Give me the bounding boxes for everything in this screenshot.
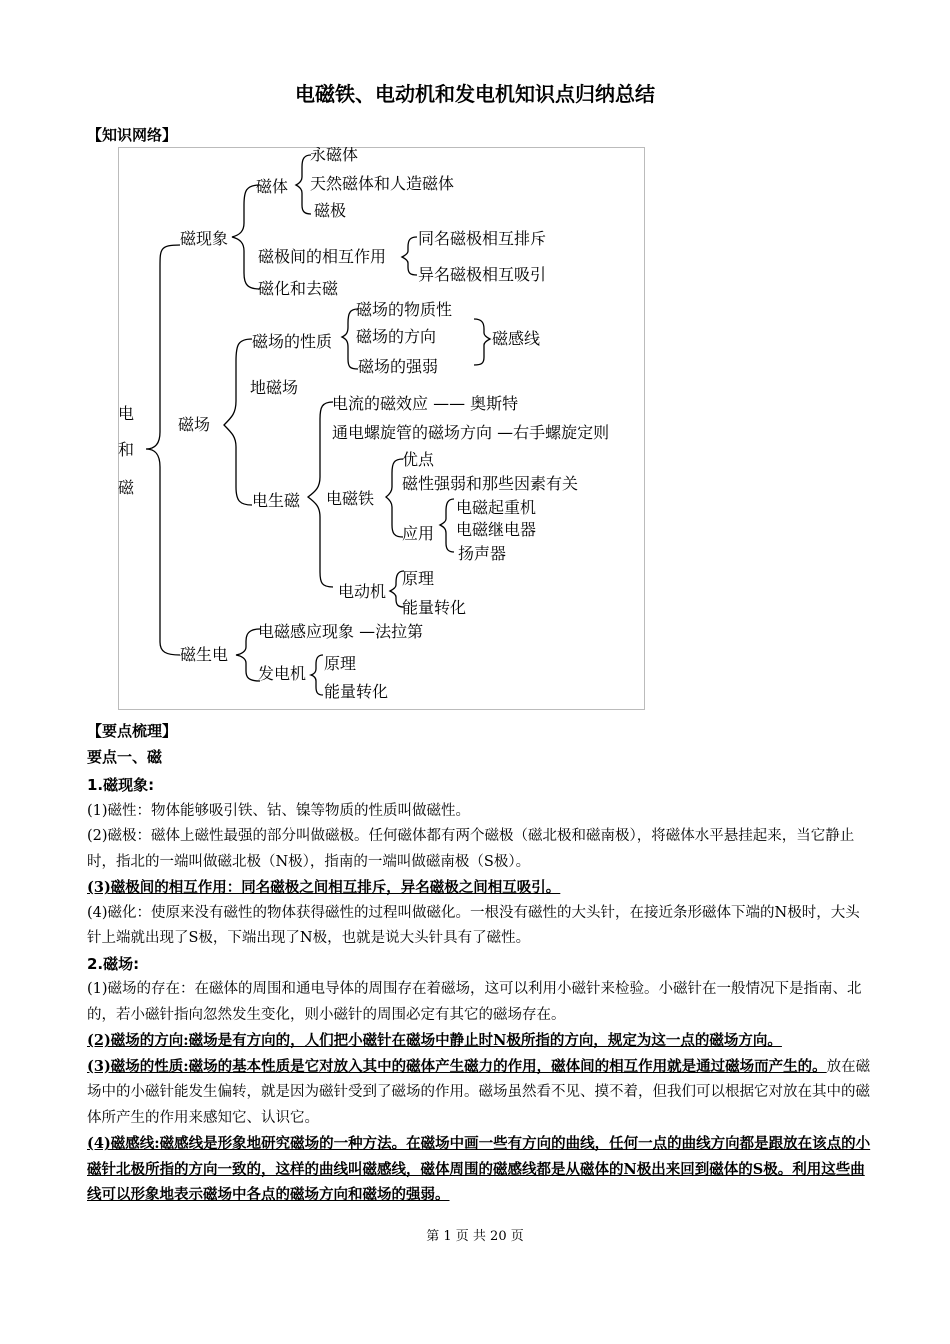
para-pole-interaction: (3)磁极间的相互作用：同名磁极之间相互排斥，异名磁极之间相互吸引。 (87, 879, 561, 896)
map-mag-to-elec: 磁生电 (180, 645, 229, 664)
map-elec-to-mag: 电生磁 (252, 491, 301, 510)
para-field-lines: (4)磁感线:磁感线是形象地研究磁场的一种方法。在磁场中画一些有方向的曲线，任何一点的曲线方向都是跟放在该点的小磁针北极所指的方向一致的，这样的曲线叫磁感线，磁体周围的磁感线都是从磁体的N极出来回到磁体的S极。利用这些曲线可以形象地表示磁场中各点的磁场方向和磁场的强弱。 (87, 1135, 871, 1203)
map-solenoid: 通电螺旋管的磁场方向 —右手螺旋定则 (332, 423, 610, 442)
map-generator-principle: 原理 (324, 654, 357, 673)
map-field-lines: 磁感线 (492, 329, 541, 348)
map-oersted: 电流的磁效应 —— 奥斯特 (332, 394, 519, 413)
map-like-repel: 同名磁极相互排斥 (418, 229, 547, 248)
map-magnetize: 磁化和去磁 (258, 279, 339, 298)
map-field-direction: 磁场的方向 (356, 327, 437, 346)
para-magnetization: (4)磁化：使原来没有磁性的物体获得磁性的过程叫做磁化。一根没有磁性的大头针，在接近条形磁体下端的N极时，大头针上端就出现了S极，下端出现了N极，也就是说大头针具有了磁性。 (87, 904, 860, 946)
para-magnetism: (1)磁性：物体能够吸引铁、钴、镍等物质的性质叫做磁性。 (87, 802, 471, 819)
map-field-strength: 磁场的强弱 (358, 357, 439, 376)
map-crane: 电磁起重机 (456, 498, 537, 517)
map-factors: 磁性强弱和那些因素有关 (402, 474, 579, 493)
map-field-property: 磁场的性质 (252, 332, 333, 351)
map-geomagnetic: 地磁场 (250, 378, 299, 397)
map-advantages: 优点 (402, 450, 435, 469)
para-pole: (2)磁极：磁体上磁性最强的部分叫做磁极。任何磁体都有两个磁极（磁北极和磁南极），将磁体水平悬挂起来，当它静止时，指北的一端叫做磁北极（N极），指南的一端叫做磁南极（S极）。 (87, 828, 855, 870)
page-title: 电磁铁、电动机和发电机知识点归纳总结 (295, 82, 655, 106)
map-induction: 电磁感应现象 —法拉第 (258, 622, 424, 641)
map-magnet: 磁体 (256, 177, 289, 196)
map-speaker: 扬声器 (458, 544, 507, 563)
map-relay: 电磁继电器 (456, 520, 537, 539)
map-electromagnet: 电磁铁 (326, 489, 375, 508)
map-field-material: 磁场的物质性 (356, 300, 453, 319)
section-knowledge-network: 【知识网络】 (87, 126, 178, 144)
page-footer: 第 1 页 共 20 页 (426, 1229, 524, 1244)
map-root-1: 电 (118, 404, 135, 423)
map-root-2: 和 (118, 440, 135, 459)
map-generator: 发电机 (258, 664, 307, 683)
knowledge-map (118, 147, 645, 710)
map-permanent-magnet: 永磁体 (310, 147, 359, 164)
map-magnetic-phenomena: 磁现象 (180, 229, 229, 248)
map-application: 应用 (402, 524, 435, 543)
map-pole: 磁极 (314, 201, 347, 220)
map-generator-energy: 能量转化 (324, 682, 389, 701)
point-heading: 要点一、磁 (87, 748, 163, 766)
map-pole-interaction: 磁极间的相互作用 (258, 247, 387, 266)
content-body (87, 773, 872, 1208)
map-motor-principle: 原理 (402, 569, 435, 588)
map-unlike-attract: 异名磁极相互吸引 (418, 265, 547, 284)
map-motor-energy: 能量转化 (402, 598, 467, 617)
map-motor: 电动机 (338, 582, 387, 601)
map-root-3: 磁 (118, 478, 135, 497)
section-key-points: 【要点梳理】 (87, 722, 178, 740)
heading-magnetic-phenomena: 1.磁现象: (87, 776, 155, 794)
para-field-property-bold: (3)磁场的性质:磁场的基本性质是它对放入其中的磁体产生磁力的作用，磁体间的相互作用就是通过磁场而产生的。 (87, 1057, 827, 1075)
para-field-existence: (1)磁场的存在：在磁体的周围和通电导体的周围存在着磁场，这可以利用小磁针来检验。小磁针在一般情况下是指南、北的，若小磁针指向忽然发生变化，则小磁针的周围必定有其它的磁场存在。 (87, 981, 862, 1023)
para-field-property (87, 1054, 872, 1132)
heading-field: 2.磁场: (87, 954, 140, 973)
map-natural-artificial: 天然磁体和人造磁体 (310, 174, 455, 193)
map-field: 磁场 (178, 415, 211, 434)
para-field-property-rest: 放在磁场中的小磁针能发生偏转，就是因为磁针受到了磁场的作用。磁场虽然看不见、摸不着，但我们可以根据它对放在其中的磁体所产生的作用来感知它、认识它。 (87, 1058, 871, 1126)
para-field-direction: (2)磁场的方向:磁场是有方向的，人们把小磁针在磁场中静止时N极所指的方向，规定为这一点的磁场方向。 (87, 1032, 782, 1049)
